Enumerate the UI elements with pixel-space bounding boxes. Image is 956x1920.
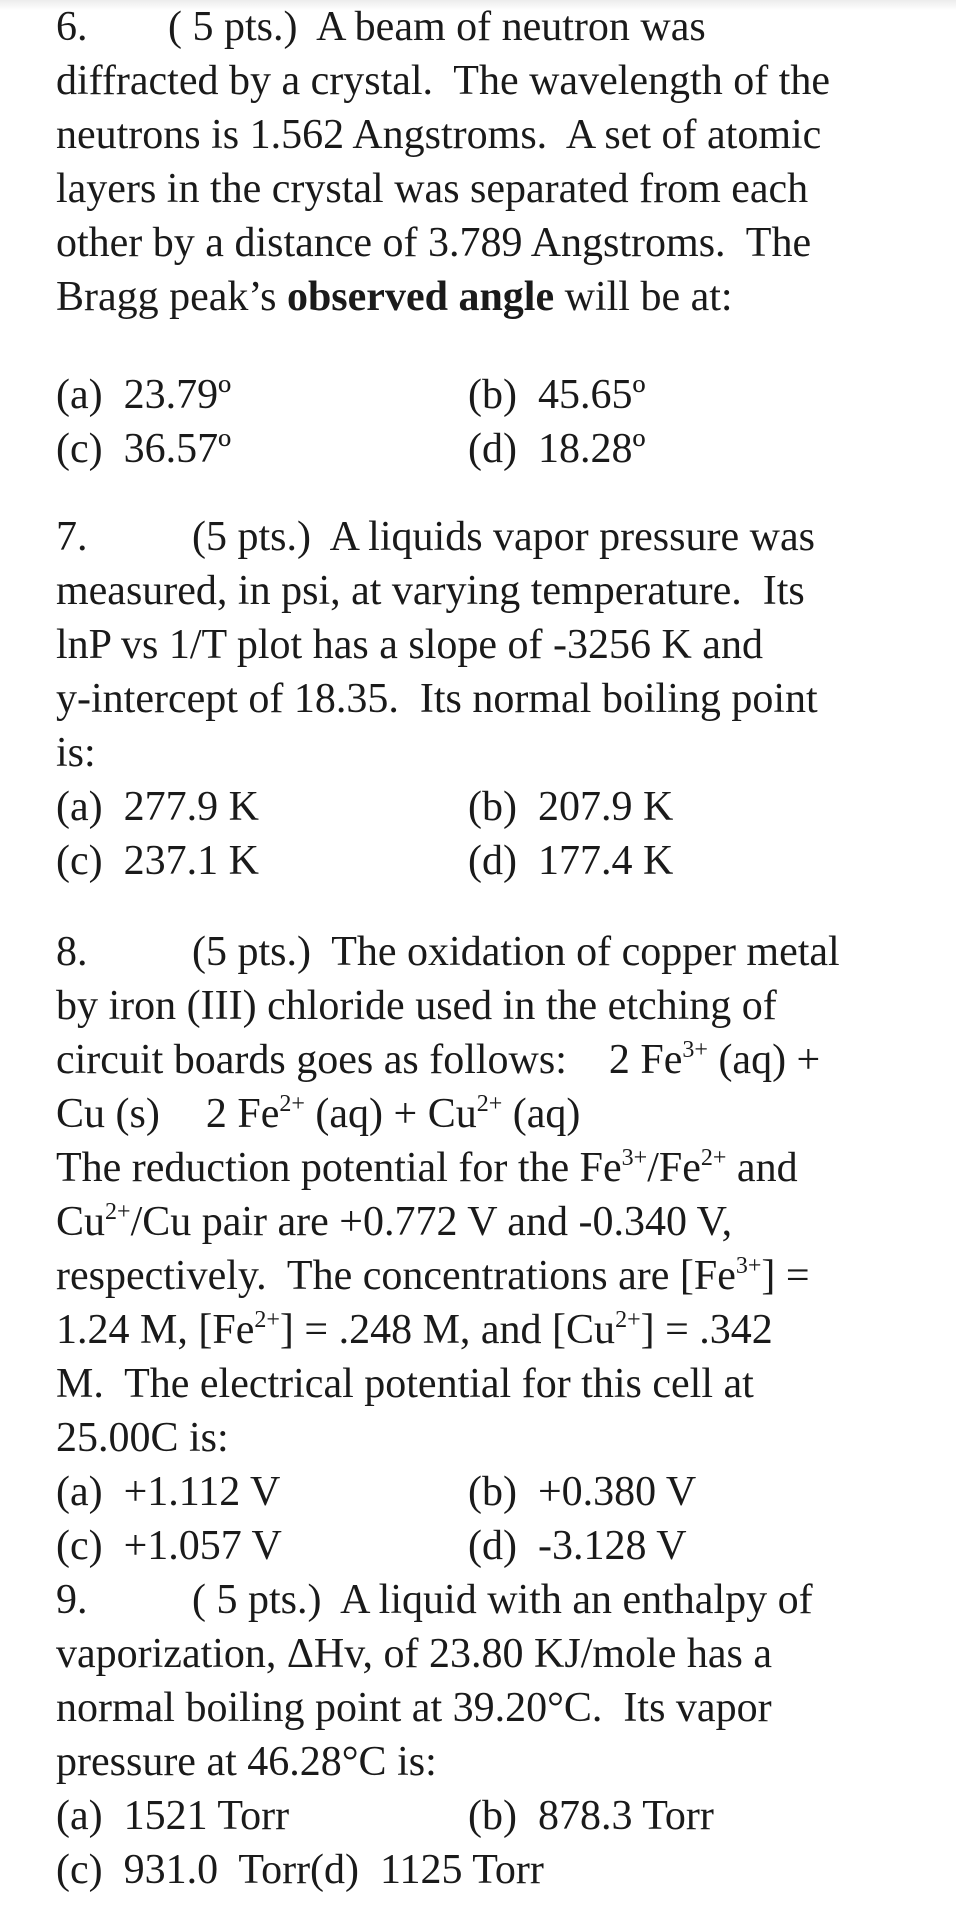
question-points-text: (5 pts.) A liquids vapor pressure was (192, 514, 815, 560)
text-fragment: ] = (761, 1253, 810, 1299)
question-6 (56, 0, 830, 324)
question-number: 6. (56, 4, 88, 50)
text-fragment: respectively. The concentrations are [Fe (56, 1253, 736, 1299)
charge-superscript: 2+ (700, 1145, 727, 1171)
question-9 (56, 1573, 813, 1789)
charge-superscript: 3+ (621, 1145, 648, 1171)
option-c: (c) 36.57º (56, 426, 232, 472)
option-b: (b) 207.9 K (468, 784, 674, 830)
option-b: (b) 45.65º (468, 372, 646, 418)
option-d: (d) 177.4 K (468, 838, 674, 884)
text-fragment: /Fe (647, 1145, 701, 1191)
question-header (56, 510, 818, 564)
text-fragment: (aq) + (707, 1037, 821, 1083)
question-text-line: vaporization, ΔHv, of 23.80 KJ/mole has a (56, 1631, 772, 1677)
text-fragment: The reduction potential for the Fe (56, 1145, 622, 1191)
charge-superscript: 3+ (735, 1253, 762, 1279)
question-text-line: neutrons is 1.562 Angstroms. A set of atomic (56, 112, 822, 158)
question-text-line: lnP vs 1/T plot has a slope of -3256 K and (56, 622, 763, 668)
question-text-line: is: (56, 730, 96, 776)
text-fragment: 2 Fe (205, 1091, 280, 1137)
question-text-line: y-intercept of 18.35. Its normal boiling point (56, 676, 818, 722)
question-text-line: by iron (III) chloride used in the etching of (56, 983, 777, 1029)
question-header (56, 0, 830, 54)
option-b: (b) 878.3 Torr (468, 1793, 714, 1839)
option-a: (a) 277.9 K (56, 784, 259, 830)
answer-options (56, 368, 936, 476)
text-fragment: ] = .342 (640, 1307, 773, 1353)
text-fragment: will be at: (554, 274, 733, 320)
question-text-line (56, 270, 830, 324)
option-c: (c) +1.057 V (56, 1523, 282, 1569)
reaction-line (56, 1087, 840, 1141)
question-8 (56, 925, 840, 1465)
text-fragment: and (726, 1145, 798, 1191)
option-a: (a) +1.112 V (56, 1469, 281, 1515)
option-d: (d) 18.28º (468, 426, 646, 472)
question-header (56, 925, 840, 979)
emphasized-text: observed angle (286, 274, 555, 320)
text-fragment: (aq) + Cu (304, 1091, 477, 1137)
question-points-text: ( 5 pts.) A beam of neutron was (168, 4, 706, 50)
question-text-line: normal boiling point at 39.20°C. Its vapor (56, 1685, 772, 1731)
charge-superscript: 2+ (279, 1091, 305, 1117)
question-header (56, 1573, 813, 1627)
question-points-text: (5 pts.) The oxidation of copper metal (192, 929, 840, 975)
text-fragment: ] = .248 M, and [Cu (279, 1307, 616, 1353)
charge-superscript: 2+ (254, 1307, 280, 1333)
option-c: (c) 237.1 K (56, 838, 259, 884)
option-a: (a) 1521 Torr (56, 1793, 290, 1839)
charge-superscript: 3+ (682, 1037, 708, 1063)
text-fragment: circuit boards goes as follows: 2 Fe (56, 1037, 683, 1083)
text-fragment: /Cu pair are +0.772 V and -0.340 V, (130, 1199, 733, 1245)
text-fragment: (aq) (502, 1091, 581, 1137)
question-text-line: diffracted by a crystal. The wavelength of the (56, 58, 830, 104)
question-text-line (56, 1303, 840, 1357)
question-text-line: measured, in psi, at varying temperature. Its (56, 568, 805, 614)
option-b: (b) +0.380 V (468, 1469, 697, 1515)
question-text-line: pressure at 46.28°C is: (56, 1739, 437, 1785)
text-fragment: Cu (56, 1199, 106, 1245)
charge-superscript: 2+ (476, 1091, 503, 1117)
text-fragment: Bragg peak’s (56, 274, 287, 320)
answer-options (56, 780, 936, 888)
question-points-text: ( 5 pts.) A liquid with an enthalpy of (192, 1577, 813, 1623)
option-a: (a) 23.79º (56, 372, 232, 418)
charge-superscript: 2+ (615, 1307, 641, 1333)
question-number: 8. (56, 929, 88, 975)
question-text-line (56, 1249, 840, 1303)
text-fragment: Cu (s) (56, 1091, 160, 1137)
question-number: 7. (56, 514, 88, 560)
question-number: 9. (56, 1577, 88, 1623)
question-7 (56, 510, 818, 780)
question-text-line: other by a distance of 3.789 Angstroms. The (56, 220, 812, 266)
question-text-line: layers in the crystal was separated from each (56, 166, 809, 212)
answer-options (56, 1789, 936, 1897)
option-d: (d) -3.128 V (468, 1523, 687, 1569)
question-text-line (56, 1141, 840, 1195)
option-c-d-line: (c) 931.0 Torr(d) 1125 Torr (56, 1847, 544, 1893)
question-text-line: M. The electrical potential for this cell at (56, 1361, 754, 1407)
question-text-line: 25.00C is: (56, 1415, 229, 1461)
charge-superscript: 2+ (105, 1199, 131, 1225)
text-fragment: 1.24 M, [Fe (56, 1307, 255, 1353)
question-text-line (56, 1195, 840, 1249)
question-text-line (56, 1033, 840, 1087)
answer-options (56, 1465, 936, 1573)
